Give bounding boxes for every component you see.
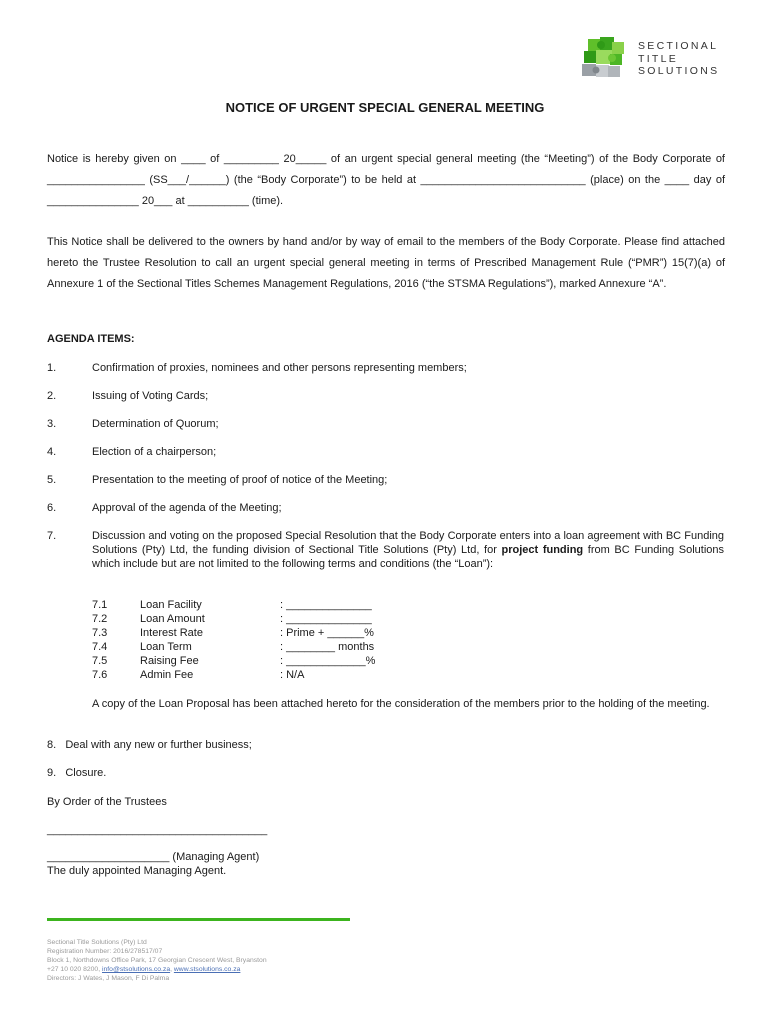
footer-company: Sectional Title Solutions (Pty) Ltd [47,939,147,946]
agenda-item-text: Presentation to the meeting of proof of notice of the Meeting; [92,474,388,486]
loan-term-number: 7.5 [92,655,108,667]
footer-email-link[interactable]: info@stsolutions.co.za [102,966,171,973]
loan-term-value: : ______________ [280,613,372,625]
footer-directors: Directors: J Wates, J Mason, F Di Palma [47,975,170,982]
loan-term-value: : ______________ [280,599,372,611]
item7-bold-text: project funding [501,544,584,556]
loan-term-number: 7.2 [92,613,108,625]
agenda-item-text: Approval of the agenda of the Meeting; [92,502,282,514]
loan-proposal-note: A copy of the Loan Proposal has been attached hereto for the consideration of the members prior to the holding of the meeting. [92,698,710,710]
agenda-item-number: 2. [47,390,57,402]
loan-term-label: Loan Amount [140,613,205,625]
loan-term-value: : ________ months [280,641,375,653]
loan-term-label: Raising Fee [140,655,199,667]
footer-registration: Registration Number: 2016/278517/07 [47,948,163,955]
delivery-paragraph: This Notice shall be delivered to the owners by hand and/or by way of email to the members of the Body Corporate. Please find attached hereto the Trustee Resolution to call an urgent special general meeting in terms of Prescribed Management Rule (“PMR”) 15(7)(a) of Annexure 1 of the Sectional Titles Schemes Management Regulations, 2016 (“the STSMA Regulations”), marked Annexure “A”. [47,236,725,290]
agenda-item-text: Election of a chairperson; [92,446,217,458]
agenda-item-7-text [92,529,724,571]
agenda-item-number: 5. [47,474,57,486]
footer-address: Block 1, Northdowns Office Park, 17 Georgian Crescent West, Bryanston [47,957,267,964]
agenda-item-number: 3. [47,418,57,430]
footer [47,938,267,983]
signature-line: ____________________________________ [47,824,268,836]
loan-term-label: Admin Fee [140,669,194,681]
item7-text-part-b: from BC Funding Solutions which include but are not limited to the following terms and conditions (the “Loan”): [92,544,724,570]
footer-divider [47,918,350,921]
agenda-item-9: 9. Closure. [47,767,107,779]
loan-term-number: 7.4 [92,641,108,653]
agenda-heading: AGENDA ITEMS: [47,333,135,345]
by-order-text: By Order of the Trustees [47,796,167,808]
managing-agent-line: ____________________ (Managing Agent) [47,851,260,863]
loan-term-label: Loan Term [140,641,192,653]
footer-separator: , [170,966,174,973]
logo-text-sectional: SECTIONAL [638,40,719,52]
footer-phone: +27 10 020 8200, [47,966,102,973]
loan-term-value: : _____________% [280,655,376,667]
agenda-item-number: 7. [47,530,57,542]
loan-term-label: Interest Rate [140,627,203,639]
loan-term-value: : N/A [280,669,305,681]
agenda-item-number: 6. [47,502,57,514]
duly-appointed-text: The duly appointed Managing Agent. [47,865,227,877]
agenda-item-8: 8. Deal with any new or further business; [47,739,252,751]
document-title: NOTICE OF URGENT SPECIAL GENERAL MEETING [225,100,545,115]
footer-website-link[interactable]: www.stsolutions.co.za [173,966,241,973]
loan-term-number: 7.6 [92,669,108,681]
company-logo [578,36,728,84]
agenda-item-number: 1. [47,362,57,374]
item7-text-part-a: Discussion and voting on the proposed Special Resolution that the Body Corporate enters into a loan agreement with BC Funding Solutions (Pty) Ltd, the funding division of Sectional Title Solutions (Pty) Ltd, for [92,530,724,556]
logo-text-solutions: SOLUTIONS [638,65,720,77]
loan-term-number: 7.1 [92,599,108,611]
footer-contact [47,965,267,974]
loan-term-number: 7.3 [92,627,108,639]
agenda-item-number: 4. [47,446,57,458]
logo-text-title: TITLE [638,52,679,65]
loan-term-label: Loan Facility [140,599,202,611]
puzzle-logo-icon [578,36,630,82]
agenda-item-text: Confirmation of proxies, nominees and other persons representing members; [92,362,467,374]
loan-term-value: : Prime + ______% [280,627,374,639]
agenda-item-text: Issuing of Voting Cards; [92,390,209,402]
notice-paragraph: Notice is hereby given on ____ of _________ 20_____ of an urgent special general meeting (the “Meeting”) of the Body Corporate of ________________ (SS___/______) (the “Body Corporate”) to be held at ___________________________ (place) on the ____ day of _______________ 20___ at __________ (time). [47,153,725,207]
agenda-item-text: Determination of Quorum; [92,418,219,430]
